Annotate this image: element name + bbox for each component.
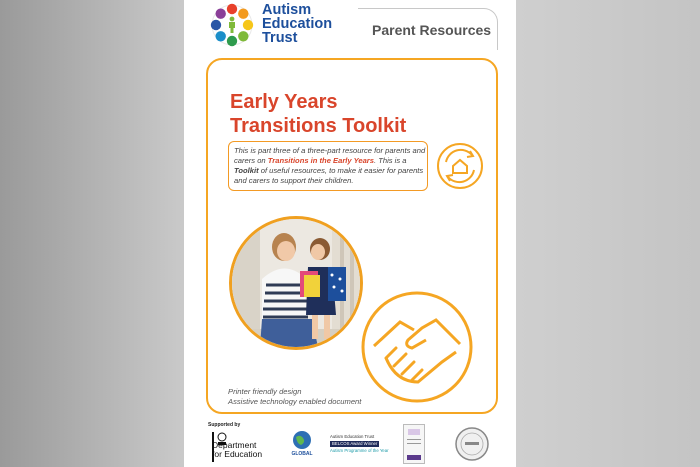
dfe-line-1: Department	[212, 440, 257, 450]
brand-name	[262, 3, 332, 45]
award-sub: Autism Programme of the Year	[330, 448, 389, 453]
handshake-icon	[356, 286, 478, 408]
footnote-line-1: Printer friendly design	[228, 387, 302, 396]
brand-line-2: Education	[262, 16, 333, 32]
parent-resources-tab: Parent Resources	[358, 8, 498, 50]
dfe-line-2: for Education	[212, 449, 263, 459]
certificate-icon	[404, 425, 424, 463]
title-line-1: Early Years	[230, 91, 338, 113]
award-seal-icon	[454, 426, 490, 462]
supported-by-label: Supported by	[208, 422, 241, 428]
parent-child-illustration	[232, 219, 363, 350]
certificate-badge	[403, 424, 425, 464]
dfe-name	[212, 441, 262, 459]
intro-text-2: . This is a	[373, 156, 407, 165]
page-title	[230, 90, 406, 138]
parent-child-photo	[229, 216, 363, 350]
global-text: GLOBAL	[291, 451, 313, 457]
document-page	[184, 0, 516, 467]
accessibility-notes	[228, 387, 361, 407]
award-block	[330, 434, 398, 458]
title-line-2: Transitions Toolkit	[230, 115, 407, 137]
intro-bold: Toolkit	[234, 166, 259, 175]
award-bar: BELCOS Award Winner	[332, 441, 378, 446]
intro-box	[228, 141, 428, 191]
transition-house-icon	[436, 142, 484, 190]
award-title: Autism Education Trust	[330, 434, 375, 439]
aet-logo-icon	[208, 2, 256, 48]
global-award-globe-icon	[287, 428, 317, 458]
intro-text-3: of useful resources, to make it easier for parents and carers to support their children.	[234, 166, 424, 185]
intro-highlight: Transitions in the Early Years	[267, 156, 374, 165]
brand-line-3: Trust	[262, 30, 298, 46]
brand-line-1: Autism	[262, 2, 312, 18]
footnote-line-2: Assistive technology enabled document	[228, 397, 362, 406]
intro-text-1: This is part three of a three-part resource for parents and carers on	[234, 146, 426, 165]
